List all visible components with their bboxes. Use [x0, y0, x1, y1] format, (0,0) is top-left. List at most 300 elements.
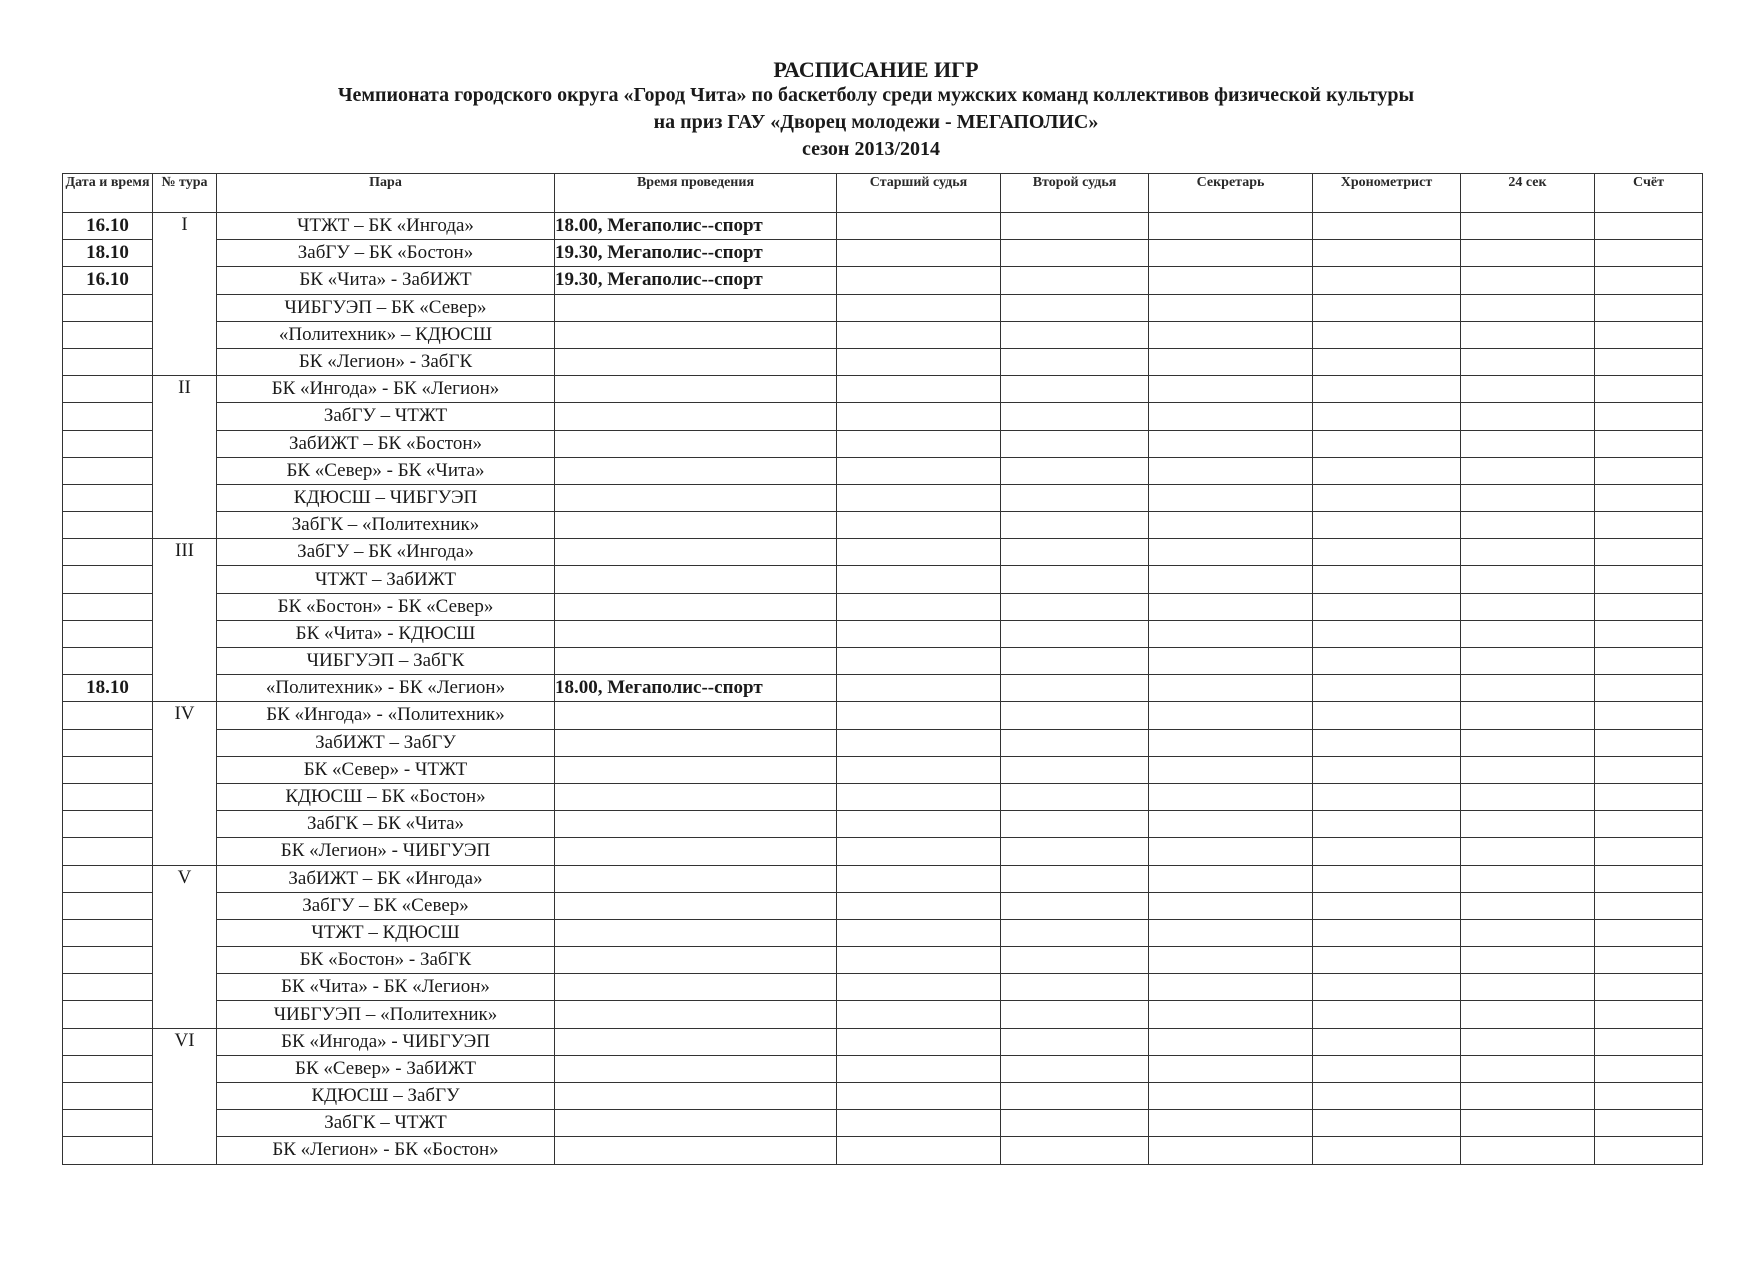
score-cell [1595, 1001, 1703, 1028]
score-cell [1595, 1083, 1703, 1110]
second-referee-cell [1001, 267, 1149, 294]
pair-cell: БК «Север» - ЧТЖТ [217, 756, 555, 783]
secretary-cell [1149, 376, 1313, 403]
secretary-cell [1149, 1028, 1313, 1055]
senior-referee-cell [837, 947, 1001, 974]
second-referee-cell [1001, 892, 1149, 919]
senior-referee-cell [837, 838, 1001, 865]
schedule-body [63, 213, 1703, 1165]
date-cell: 16.10 [63, 267, 153, 294]
24-sec-cell [1461, 729, 1595, 756]
timekeeper-cell [1313, 566, 1461, 593]
score-cell [1595, 294, 1703, 321]
secretary-cell [1149, 484, 1313, 511]
senior-referee-cell [837, 348, 1001, 375]
table-row [63, 675, 1703, 702]
table-row [63, 512, 1703, 539]
second-referee-cell [1001, 294, 1149, 321]
senior-referee-cell [837, 294, 1001, 321]
24-sec-cell [1461, 838, 1595, 865]
timekeeper-cell [1313, 783, 1461, 810]
24-sec-cell [1461, 947, 1595, 974]
senior-referee-cell [837, 376, 1001, 403]
col-header-second-referee: Второй судья [1001, 174, 1149, 213]
table-row [63, 294, 1703, 321]
score-cell [1595, 620, 1703, 647]
senior-referee-cell [837, 620, 1001, 647]
date-cell [63, 1001, 153, 1028]
second-referee-cell [1001, 321, 1149, 348]
score-cell [1595, 430, 1703, 457]
24-sec-cell [1461, 974, 1595, 1001]
table-row [63, 376, 1703, 403]
table-row [63, 947, 1703, 974]
secretary-cell [1149, 294, 1313, 321]
senior-referee-cell [837, 539, 1001, 566]
tour-number-cell: I [153, 213, 217, 376]
date-cell [63, 838, 153, 865]
score-cell [1595, 566, 1703, 593]
secretary-cell [1149, 403, 1313, 430]
table-row [63, 919, 1703, 946]
tour-number-cell: V [153, 865, 217, 1028]
score-cell [1595, 457, 1703, 484]
senior-referee-cell [837, 321, 1001, 348]
table-row [63, 756, 1703, 783]
timekeeper-cell [1313, 919, 1461, 946]
subtitle-line-2: на приз ГАУ «Дворец молодежи - МЕГАПОЛИС» [653, 111, 1099, 133]
secretary-cell [1149, 783, 1313, 810]
second-referee-cell [1001, 512, 1149, 539]
senior-referee-cell [837, 403, 1001, 430]
time-cell [555, 512, 837, 539]
score-cell [1595, 919, 1703, 946]
secretary-cell [1149, 430, 1313, 457]
pair-cell: ЗабИЖТ – БК «Бостон» [217, 430, 555, 457]
table-row [63, 811, 1703, 838]
second-referee-cell [1001, 403, 1149, 430]
pair-cell: БК «Чита» - ЗабИЖТ [217, 267, 555, 294]
date-cell [63, 512, 153, 539]
senior-referee-cell [837, 566, 1001, 593]
senior-referee-cell [837, 213, 1001, 240]
second-referee-cell [1001, 213, 1149, 240]
score-cell [1595, 729, 1703, 756]
secretary-cell [1149, 1083, 1313, 1110]
timekeeper-cell [1313, 838, 1461, 865]
secretary-cell [1149, 865, 1313, 892]
24-sec-cell [1461, 376, 1595, 403]
date-cell [63, 919, 153, 946]
secretary-cell [1149, 702, 1313, 729]
second-referee-cell [1001, 729, 1149, 756]
24-sec-cell [1461, 783, 1595, 810]
col-header-timekeeper: Хронометрист [1313, 174, 1461, 213]
table-row [63, 539, 1703, 566]
table-row [63, 403, 1703, 430]
pair-cell: ЧТЖТ – БК «Ингода» [217, 213, 555, 240]
second-referee-cell [1001, 484, 1149, 511]
24-sec-cell [1461, 1028, 1595, 1055]
time-cell [555, 648, 837, 675]
date-cell [63, 484, 153, 511]
24-sec-cell [1461, 892, 1595, 919]
header-row [63, 174, 1703, 213]
timekeeper-cell [1313, 620, 1461, 647]
date-cell [63, 566, 153, 593]
col-header-date: Дата и время [63, 174, 153, 213]
col-header-24-sec: 24 сек [1461, 174, 1595, 213]
senior-referee-cell [837, 1028, 1001, 1055]
score-cell [1595, 403, 1703, 430]
tour-number-cell: III [153, 539, 217, 702]
date-cell [63, 729, 153, 756]
date-cell [63, 1083, 153, 1110]
pair-cell: ЗабГК – ЧТЖТ [217, 1110, 555, 1137]
time-cell [555, 811, 837, 838]
table-row [63, 783, 1703, 810]
timekeeper-cell [1313, 865, 1461, 892]
timekeeper-cell [1313, 484, 1461, 511]
table-row [63, 348, 1703, 375]
time-cell [555, 1028, 837, 1055]
date-cell [63, 376, 153, 403]
senior-referee-cell [837, 430, 1001, 457]
date-cell: 18.10 [63, 240, 153, 267]
pair-cell: КДЮСШ – ЧИБГУЭП [217, 484, 555, 511]
score-cell [1595, 512, 1703, 539]
table-row [63, 620, 1703, 647]
date-cell: 18.10 [63, 675, 153, 702]
senior-referee-cell [837, 974, 1001, 1001]
second-referee-cell [1001, 783, 1149, 810]
pair-cell: ЗабИЖТ – БК «Ингода» [217, 865, 555, 892]
24-sec-cell [1461, 403, 1595, 430]
24-sec-cell [1461, 919, 1595, 946]
score-cell [1595, 974, 1703, 1001]
table-row [63, 1001, 1703, 1028]
score-cell [1595, 892, 1703, 919]
date-cell [63, 811, 153, 838]
date-cell [63, 620, 153, 647]
secretary-cell [1149, 1001, 1313, 1028]
score-cell [1595, 1055, 1703, 1082]
score-cell [1595, 484, 1703, 511]
secretary-cell [1149, 593, 1313, 620]
time-cell [555, 838, 837, 865]
24-sec-cell [1461, 702, 1595, 729]
pair-cell: БК «Север» - ЗабИЖТ [217, 1055, 555, 1082]
table-row [63, 457, 1703, 484]
pair-cell: «Политехник» – КДЮСШ [217, 321, 555, 348]
timekeeper-cell [1313, 648, 1461, 675]
timekeeper-cell [1313, 376, 1461, 403]
secretary-cell [1149, 756, 1313, 783]
second-referee-cell [1001, 539, 1149, 566]
24-sec-cell [1461, 267, 1595, 294]
time-cell [555, 1083, 837, 1110]
score-cell [1595, 702, 1703, 729]
pair-cell: ЗабГК – «Политехник» [217, 512, 555, 539]
time-cell [555, 403, 837, 430]
senior-referee-cell [837, 919, 1001, 946]
date-cell [63, 1028, 153, 1055]
senior-referee-cell [837, 240, 1001, 267]
time-cell [555, 566, 837, 593]
timekeeper-cell [1313, 756, 1461, 783]
timekeeper-cell [1313, 348, 1461, 375]
date-cell [63, 892, 153, 919]
24-sec-cell [1461, 566, 1595, 593]
time-cell [555, 702, 837, 729]
second-referee-cell [1001, 1110, 1149, 1137]
time-cell [555, 1110, 837, 1137]
senior-referee-cell [837, 1083, 1001, 1110]
pair-cell: БК «Ингода» - ЧИБГУЭП [217, 1028, 555, 1055]
senior-referee-cell [837, 892, 1001, 919]
col-header-tour: № тура [153, 174, 217, 213]
time-cell [555, 430, 837, 457]
tour-number-cell: II [153, 376, 217, 539]
date-cell [63, 648, 153, 675]
timekeeper-cell [1313, 321, 1461, 348]
timekeeper-cell [1313, 1110, 1461, 1137]
pair-cell: БК «Ингода» - «Политехник» [217, 702, 555, 729]
timekeeper-cell [1313, 702, 1461, 729]
senior-referee-cell [837, 593, 1001, 620]
24-sec-cell [1461, 811, 1595, 838]
date-cell [63, 702, 153, 729]
24-sec-cell [1461, 321, 1595, 348]
col-header-time: Время проведения [555, 174, 837, 213]
score-cell [1595, 648, 1703, 675]
timekeeper-cell [1313, 1083, 1461, 1110]
secretary-cell [1149, 919, 1313, 946]
secretary-cell [1149, 321, 1313, 348]
pair-cell: БК «Ингода» - БК «Легион» [217, 376, 555, 403]
pair-cell: ЧИБГУЭП – БК «Север» [217, 294, 555, 321]
page-title: РАСПИСАНИЕ ИГР [773, 57, 979, 82]
24-sec-cell [1461, 865, 1595, 892]
score-cell [1595, 376, 1703, 403]
timekeeper-cell [1313, 675, 1461, 702]
24-sec-cell [1461, 1083, 1595, 1110]
second-referee-cell [1001, 240, 1149, 267]
pair-cell: БК «Легион» - БК «Бостон» [217, 1137, 555, 1164]
time-cell [555, 1137, 837, 1164]
secretary-cell [1149, 1055, 1313, 1082]
timekeeper-cell [1313, 267, 1461, 294]
24-sec-cell [1461, 457, 1595, 484]
date-cell [63, 294, 153, 321]
date-cell [63, 756, 153, 783]
secretary-cell [1149, 457, 1313, 484]
pair-cell: ЗабГУ – БК «Бостон» [217, 240, 555, 267]
senior-referee-cell [837, 1055, 1001, 1082]
schedule-table [62, 173, 1703, 1165]
table-row [63, 892, 1703, 919]
time-cell [555, 783, 837, 810]
24-sec-cell [1461, 539, 1595, 566]
secretary-cell [1149, 1137, 1313, 1164]
secretary-cell [1149, 729, 1313, 756]
pair-cell: ЧТЖТ – КДЮСШ [217, 919, 555, 946]
senior-referee-cell [837, 512, 1001, 539]
secretary-cell [1149, 620, 1313, 647]
second-referee-cell [1001, 919, 1149, 946]
timekeeper-cell [1313, 294, 1461, 321]
score-cell [1595, 783, 1703, 810]
pair-cell: БК «Чита» - БК «Легион» [217, 974, 555, 1001]
time-cell: 18.00, Мегаполис--спорт [555, 213, 837, 240]
timekeeper-cell [1313, 947, 1461, 974]
time-cell [555, 484, 837, 511]
pair-cell: ЧИБГУЭП – ЗабГК [217, 648, 555, 675]
24-sec-cell [1461, 648, 1595, 675]
score-cell [1595, 947, 1703, 974]
senior-referee-cell [837, 702, 1001, 729]
date-cell [63, 1137, 153, 1164]
timekeeper-cell [1313, 892, 1461, 919]
second-referee-cell [1001, 1137, 1149, 1164]
time-cell [555, 593, 837, 620]
timekeeper-cell [1313, 811, 1461, 838]
time-cell: 19.30, Мегаполис--спорт [555, 267, 837, 294]
time-cell [555, 919, 837, 946]
senior-referee-cell [837, 648, 1001, 675]
24-sec-cell [1461, 593, 1595, 620]
pair-cell: БК «Бостон» - БК «Север» [217, 593, 555, 620]
24-sec-cell [1461, 240, 1595, 267]
score-cell [1595, 811, 1703, 838]
secretary-cell [1149, 348, 1313, 375]
24-sec-cell [1461, 1110, 1595, 1137]
24-sec-cell [1461, 512, 1595, 539]
pair-cell: ЗабГК – БК «Чита» [217, 811, 555, 838]
pair-cell: КДЮСШ – БК «Бостон» [217, 783, 555, 810]
time-cell [555, 974, 837, 1001]
score-cell [1595, 756, 1703, 783]
secretary-cell [1149, 947, 1313, 974]
time-cell [555, 321, 837, 348]
season-label: сезон 2013/2014 [802, 138, 940, 160]
senior-referee-cell [837, 267, 1001, 294]
date-cell [63, 1055, 153, 1082]
second-referee-cell [1001, 593, 1149, 620]
pair-cell: ЗабИЖТ – ЗабГУ [217, 729, 555, 756]
table-row [63, 1083, 1703, 1110]
timekeeper-cell [1313, 213, 1461, 240]
second-referee-cell [1001, 865, 1149, 892]
second-referee-cell [1001, 1028, 1149, 1055]
24-sec-cell [1461, 1001, 1595, 1028]
table-row [63, 593, 1703, 620]
secretary-cell [1149, 675, 1313, 702]
score-cell [1595, 240, 1703, 267]
second-referee-cell [1001, 1055, 1149, 1082]
24-sec-cell [1461, 348, 1595, 375]
time-cell: 19.30, Мегаполис--спорт [555, 240, 837, 267]
time-cell [555, 539, 837, 566]
date-cell: 16.10 [63, 213, 153, 240]
senior-referee-cell [837, 1001, 1001, 1028]
table-row [63, 729, 1703, 756]
document-header [0, 58, 1752, 162]
secretary-cell [1149, 648, 1313, 675]
second-referee-cell [1001, 620, 1149, 647]
timekeeper-cell [1313, 974, 1461, 1001]
subtitle-line-1: Чемпионата городского округа «Город Чита» по баскетболу среди мужских команд коллективов физической культуры [337, 84, 1415, 106]
24-sec-cell [1461, 1137, 1595, 1164]
secretary-cell [1149, 240, 1313, 267]
timekeeper-cell [1313, 1055, 1461, 1082]
senior-referee-cell [837, 1110, 1001, 1137]
pair-cell: ЧТЖТ – ЗабИЖТ [217, 566, 555, 593]
table-row [63, 1028, 1703, 1055]
timekeeper-cell [1313, 1137, 1461, 1164]
secretary-cell [1149, 892, 1313, 919]
timekeeper-cell [1313, 593, 1461, 620]
pair-cell: «Политехник» - БК «Легион» [217, 675, 555, 702]
date-cell [63, 430, 153, 457]
col-header-pair: Пара [217, 174, 555, 213]
senior-referee-cell [837, 811, 1001, 838]
table-row [63, 267, 1703, 294]
second-referee-cell [1001, 702, 1149, 729]
second-referee-cell [1001, 974, 1149, 1001]
secretary-cell [1149, 267, 1313, 294]
date-cell [63, 321, 153, 348]
pair-cell: БК «Чита» - КДЮСШ [217, 620, 555, 647]
score-cell [1595, 838, 1703, 865]
secretary-cell [1149, 539, 1313, 566]
time-cell [555, 892, 837, 919]
table-row [63, 648, 1703, 675]
timekeeper-cell [1313, 240, 1461, 267]
score-cell [1595, 1110, 1703, 1137]
24-sec-cell [1461, 213, 1595, 240]
timekeeper-cell [1313, 539, 1461, 566]
secretary-cell [1149, 566, 1313, 593]
secretary-cell [1149, 213, 1313, 240]
second-referee-cell [1001, 947, 1149, 974]
second-referee-cell [1001, 648, 1149, 675]
time-cell [555, 294, 837, 321]
pair-cell: ЧИБГУЭП – «Политехник» [217, 1001, 555, 1028]
table-row [63, 240, 1703, 267]
col-header-senior-referee: Старший судья [837, 174, 1001, 213]
pair-cell: БК «Легион» - ЧИБГУЭП [217, 838, 555, 865]
secretary-cell [1149, 1110, 1313, 1137]
24-sec-cell [1461, 620, 1595, 647]
score-cell [1595, 1137, 1703, 1164]
second-referee-cell [1001, 430, 1149, 457]
score-cell [1595, 321, 1703, 348]
table-row [63, 321, 1703, 348]
time-cell [555, 1001, 837, 1028]
timekeeper-cell [1313, 403, 1461, 430]
table-row [63, 1137, 1703, 1164]
pair-cell: БК «Легион» - ЗабГК [217, 348, 555, 375]
date-cell [63, 539, 153, 566]
time-cell [555, 729, 837, 756]
second-referee-cell [1001, 348, 1149, 375]
second-referee-cell [1001, 1001, 1149, 1028]
date-cell [63, 865, 153, 892]
pair-cell: ЗабГУ – БК «Север» [217, 892, 555, 919]
time-cell [555, 865, 837, 892]
senior-referee-cell [837, 484, 1001, 511]
